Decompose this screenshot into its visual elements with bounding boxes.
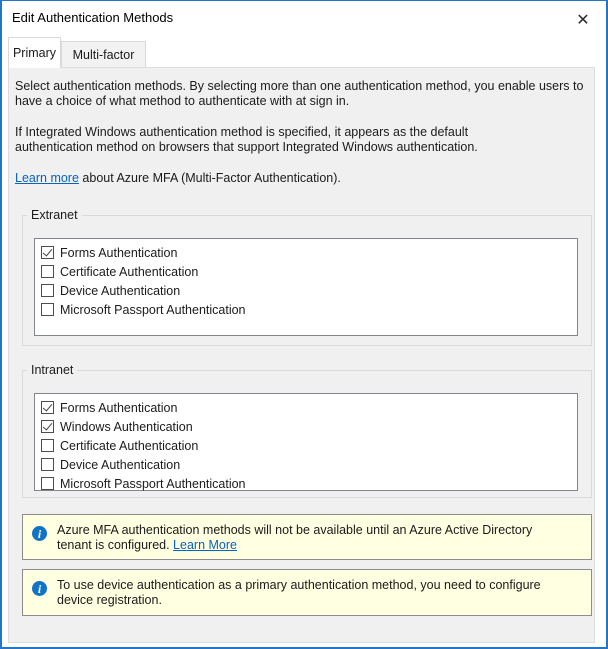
extranet-group-label: Extranet bbox=[27, 208, 82, 222]
intranet-forms-auth-row[interactable] bbox=[35, 398, 577, 417]
intranet-windows-auth-row[interactable] bbox=[35, 417, 577, 436]
intranet-certificate-auth-checkbox[interactable] bbox=[41, 439, 54, 452]
azure-mfa-notice-text bbox=[57, 523, 562, 553]
device-registration-notice-text bbox=[57, 578, 562, 608]
intranet-forms-auth-checkbox[interactable] bbox=[41, 401, 54, 414]
extranet-certificate-auth-checkbox[interactable] bbox=[41, 265, 54, 278]
intranet-certificate-auth-row[interactable] bbox=[35, 436, 577, 455]
intro-paragraph-3 bbox=[15, 171, 575, 186]
tab-panel-primary bbox=[8, 67, 595, 643]
tab-primary[interactable] bbox=[8, 37, 61, 68]
extranet-device-auth-checkbox[interactable] bbox=[41, 284, 54, 297]
intro-paragraph-2: If Integrated Windows authentication method is specified, it appears as the default authentication method on browsers that support Integrated Windows authentication. bbox=[15, 125, 478, 154]
extranet-listbox bbox=[34, 238, 578, 336]
intranet-device-auth-checkbox[interactable] bbox=[41, 458, 54, 471]
checkbox-label: Certificate Authentication bbox=[60, 264, 199, 279]
checkbox-label: Device Authentication bbox=[60, 283, 181, 298]
notice-text-span: To use device authentication as a primary authentication method, you need to configure device registration. bbox=[57, 578, 541, 607]
extranet-device-auth-row[interactable] bbox=[35, 281, 577, 300]
close-icon[interactable]: ✕ bbox=[570, 7, 596, 33]
checkbox-label: Windows Authentication bbox=[60, 419, 193, 434]
extranet-forms-auth-checkbox[interactable] bbox=[41, 246, 54, 259]
extranet-certificate-auth-row[interactable] bbox=[35, 262, 577, 281]
tab-primary-label: Primary bbox=[12, 46, 57, 60]
extranet-passport-auth-checkbox[interactable] bbox=[41, 303, 54, 316]
intranet-passport-auth-row[interactable] bbox=[35, 474, 577, 493]
checkbox-label: Forms Authentication bbox=[60, 245, 178, 260]
notice-learn-more-link[interactable]: Learn More bbox=[173, 538, 237, 552]
checkbox-label: Forms Authentication bbox=[60, 400, 178, 415]
extranet-group bbox=[22, 208, 592, 346]
device-registration-notice bbox=[22, 569, 592, 616]
info-icon: i bbox=[32, 581, 47, 596]
dialog-title: Edit Authentication Methods bbox=[12, 10, 174, 25]
tab-multi-factor-label: Multi-factor bbox=[72, 48, 135, 62]
intranet-passport-auth-checkbox[interactable] bbox=[41, 477, 54, 490]
checkbox-label: Device Authentication bbox=[60, 457, 181, 472]
learn-more-link[interactable]: Learn more bbox=[15, 171, 79, 185]
intranet-group-label: Intranet bbox=[27, 363, 77, 377]
notice-text-span: Azure MFA authentication methods will not be available until an Azure Active Directory tenant is configured. bbox=[57, 523, 533, 552]
extranet-passport-auth-row[interactable] bbox=[35, 300, 577, 319]
info-icon: i bbox=[32, 526, 47, 541]
intranet-windows-auth-checkbox[interactable] bbox=[41, 420, 54, 433]
checkbox-label: Certificate Authentication bbox=[60, 438, 199, 453]
azure-mfa-notice bbox=[22, 514, 592, 560]
tab-multi-factor[interactable] bbox=[61, 41, 146, 68]
checkbox-label: Microsoft Passport Authentication bbox=[60, 476, 246, 491]
intro-paragraph-1: Select authentication methods. By selecting more than one authentication method, you enable users to have a choice of what method to authenticate with at sign in. bbox=[15, 79, 584, 108]
checkbox-label: Microsoft Passport Authentication bbox=[60, 302, 246, 317]
intranet-group bbox=[22, 363, 592, 498]
title-bar bbox=[2, 1, 606, 37]
learn-more-rest: about Azure MFA (Multi-Factor Authentication). bbox=[78, 171, 341, 185]
intranet-listbox bbox=[34, 393, 578, 491]
extranet-forms-auth-row[interactable] bbox=[35, 243, 577, 262]
intranet-device-auth-row[interactable] bbox=[35, 455, 577, 474]
